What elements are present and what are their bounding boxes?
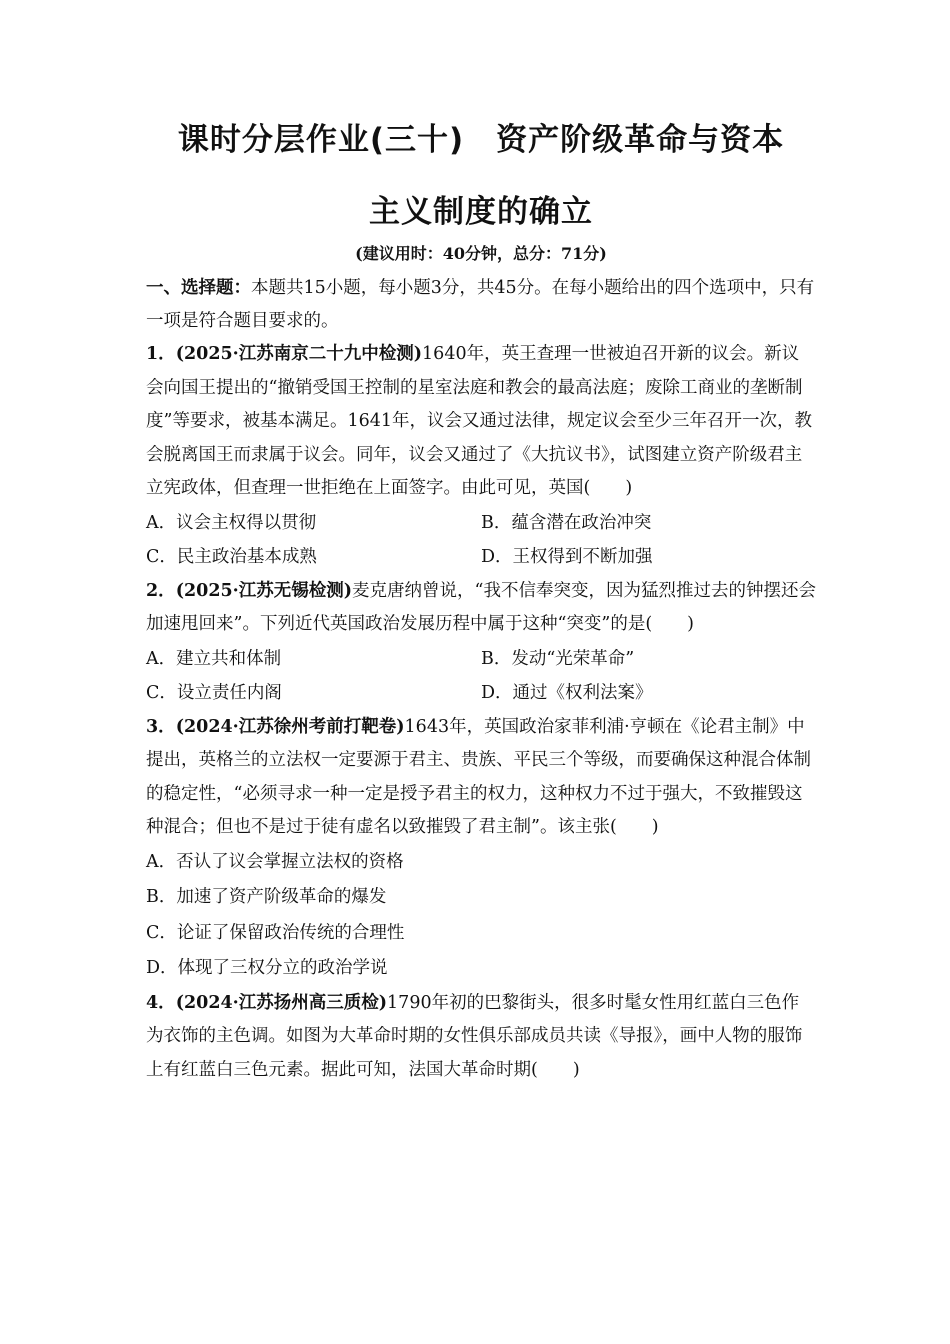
question-text: 1643年，英国政治家菲利浦·亨顿在《论君主制》中提出，英格兰的立法权一定要源于君主、贵族、平民三个等级，而要确保这种混合体制的稳定性，“必须寻求一种一定是授予君主的权力，这种权力不过于强大，不致摧毁这种混合；但也不是过于徒有虚名以致摧毁了君主制”。该主张( ) [146, 716, 811, 837]
question-4 [146, 987, 816, 1088]
option-d[interactable]: D．体现了三权分立的政治学说 [146, 958, 388, 978]
option-d[interactable]: D．通过《权利法案》 [481, 683, 653, 703]
question-text: 1790年初的巴黎街头，很多时髦女性用红蓝白三色作为衣饰的主色调。如图为大革命时期的女性俱乐部成员共读《导报》，画中人物的服饰上有红蓝白三色元素。据此可知，法国大革命时期( ) [146, 992, 803, 1080]
page-title [146, 120, 816, 232]
option-b[interactable]: B．发动“光荣革命” [481, 648, 635, 669]
option-c[interactable]: C．论证了保留政治传统的合理性 [146, 922, 405, 943]
question-number: 2． [146, 580, 176, 601]
question-3-options [146, 845, 816, 987]
question-number: 3． [146, 716, 176, 737]
question-1 [146, 338, 816, 506]
section-heading [146, 272, 816, 338]
question-1-options [146, 506, 816, 575]
option-c[interactable]: C．设立责任内阁 [146, 683, 282, 703]
option-a[interactable]: A．否认了议会掌握立法权的资格 [146, 851, 404, 872]
question-text: 1640年，英王查理一世被迫召开新的议会。新议会向国王提出的“撤销受国王控制的星室法庭和教会的最高法庭；废除工商业的垄断制度”等要求，被基本满足。1641年，议会又通过法律，规定议会至少三年召开一次，教会脱离国王而隶属于议会。同年，议会又通过了《大抗议书》，试图建立资产阶级君主立宪政体，但查理一世拒绝在上面签字。由此可见，英国( ) [146, 344, 812, 498]
question-text: 麦克唐纳曾说，“我不信奉突变，因为猛烈推过去的钟摆还会加速甩回来”。下列近代英国政治发展历程中属于这种“突变”的是( ) [146, 580, 816, 634]
title-part2: 资产阶级革命与资本 [496, 122, 785, 158]
title-part1: 课时分层作业(三十) [177, 122, 465, 158]
question-source: (2024·江苏扬州高三质检) [175, 992, 388, 1013]
title-line2: 主义制度的确立 [369, 194, 593, 230]
question-source: (2025·江苏南京二十九中检测) [175, 344, 423, 364]
option-c[interactable]: C．民主政治基本成熟 [146, 547, 317, 567]
question-3 [146, 711, 816, 845]
section-text: 本题共15小题，每小题3分，共45分。在每小题给出的四个选项中，只有一项是符合题目要求的。 [146, 278, 815, 331]
option-a[interactable]: A．建立共和体制 [146, 648, 282, 669]
document-page [146, 120, 816, 1087]
question-2 [146, 575, 816, 642]
time-score-note: (建议用时：40分钟，总分：71分) [355, 244, 607, 263]
question-number: 1． [146, 344, 176, 364]
option-b[interactable]: B．加速了资产阶级革命的爆发 [146, 887, 387, 907]
question-2-options [146, 642, 816, 711]
question-source: (2025·江苏无锡检测) [175, 580, 353, 601]
option-a[interactable]: A．议会主权得以贯彻 [146, 512, 317, 533]
option-b[interactable]: B．蕴含潜在政治冲突 [481, 512, 652, 533]
question-source: (2024·江苏徐州考前打靶卷) [175, 716, 405, 737]
section-label: 一、选择题： [146, 278, 251, 298]
question-number: 4． [146, 992, 176, 1013]
option-d[interactable]: D．王权得到不断加强 [481, 547, 653, 567]
